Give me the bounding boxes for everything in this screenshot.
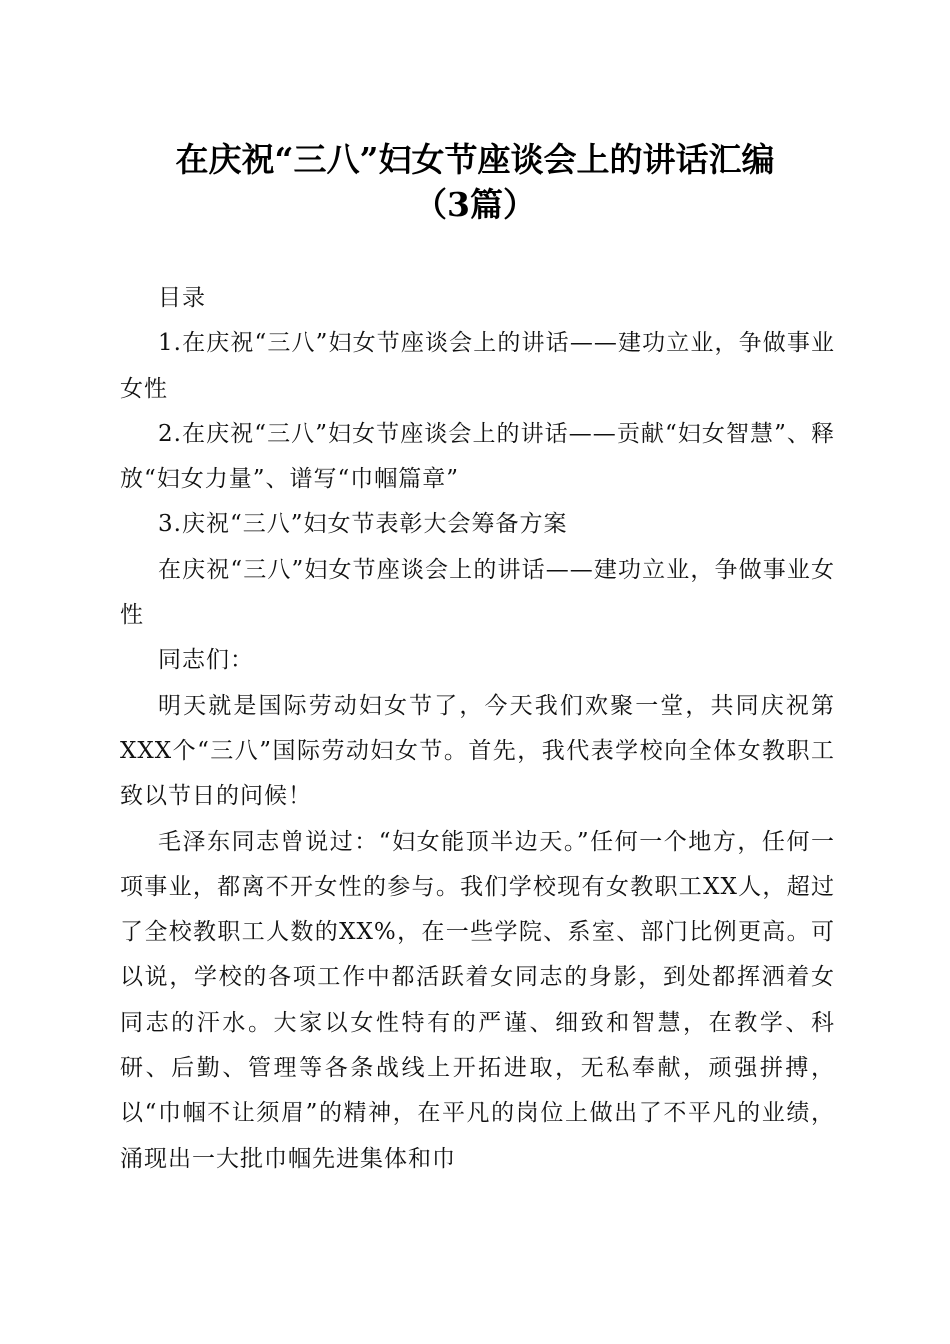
salutation: 同志们： xyxy=(158,647,254,674)
section-heading: 在庆祝“三八”妇女节座谈会上的讲话——建功立业，争做事业女性 xyxy=(120,556,835,629)
document-body xyxy=(120,276,835,1182)
toc-heading: 目录 xyxy=(158,285,206,311)
body-paragraph: 明天就是国际劳动妇女节了，今天我们欢聚一堂，共同庆祝第XXX个“三八”国际劳动妇女节。首先，我代表学校向全体女教职工致以节日的问候！ xyxy=(120,692,835,810)
toc-item-1: 1.在庆祝“三八”妇女节座谈会上的讲话——建功立业，争做事业女性 xyxy=(120,330,835,402)
body-paragraph: 毛泽东同志曾说过：“妇女能顶半边天。”任何一个地方，任何一项事业，都离不开女性的参与。我们学校现有女教职工XX人，超过了全校教职工人数的XX%，在一些学院、系室、部门比例更高。可以说，学校的各项工作中都活跃着女同志的身影，到处都挥洒着女同志的汗水。大家以女性特有的严谨、细致和智慧，在教学、科研、后勤、管理等各条战线上开拓进取，无私奉献，顽强拼搏，以“巾帼不让须眉”的精神，在平凡的岗位上做出了不平凡的业绩，涌现出一大批巾帼先进集体和巾 xyxy=(120,828,835,1172)
toc-item-3: 3.庆祝“三八”妇女节表彰大会筹备方案 xyxy=(158,511,568,538)
document-subtitle: （3篇） xyxy=(414,185,536,224)
document-title: 在庆祝“三八”妇女节座谈会上的讲话汇编 xyxy=(175,140,775,179)
toc-item-2: 2.在庆祝“三八”妇女节座谈会上的讲话——贡献“妇女智慧”、释放“妇女力量”、谱写“巾帼篇章” xyxy=(120,420,835,493)
